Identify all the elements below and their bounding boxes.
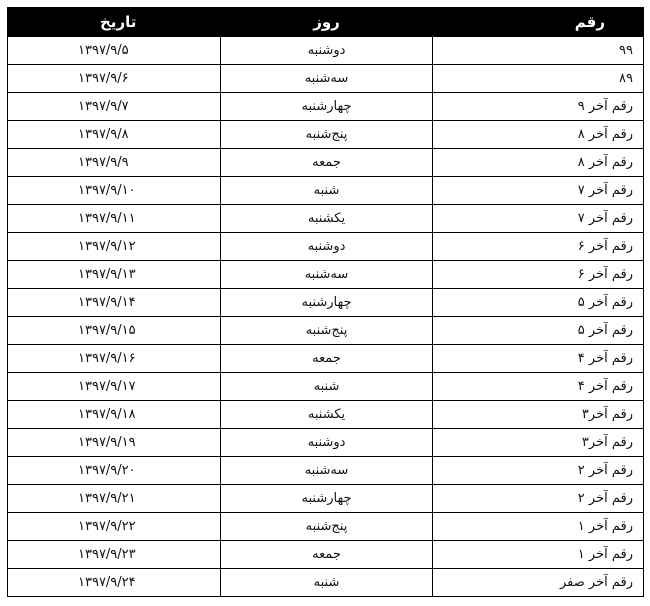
cell-day: شنبه — [221, 373, 433, 401]
cell-number: رقم آخر ۸ — [433, 121, 644, 149]
cell-number: رقم آخر۳ — [433, 401, 644, 429]
cell-number: ۹۹ — [433, 37, 644, 65]
cell-day: دوشنبه — [221, 429, 433, 457]
table-row — [8, 121, 644, 149]
cell-number: رقم آخر ۷ — [433, 205, 644, 233]
cell-date: ۱۳۹۷/۹/۵ — [8, 37, 221, 65]
cell-day: جمعه — [221, 149, 433, 177]
cell-date: ۱۳۹۷/۹/۱۶ — [8, 345, 221, 373]
header-date: تاریخ — [8, 8, 221, 37]
table-row — [8, 317, 644, 345]
table-row — [8, 177, 644, 205]
cell-date: ۱۳۹۷/۹/۶ — [8, 65, 221, 93]
cell-number: رقم آخر ۲ — [433, 457, 644, 485]
table-row — [8, 485, 644, 513]
cell-day: سه‌شنبه — [221, 261, 433, 289]
cell-day: پنج‌شنبه — [221, 317, 433, 345]
table-body — [8, 37, 644, 597]
cell-number: رقم آخر ۶ — [433, 233, 644, 261]
schedule-table-container — [7, 7, 643, 597]
cell-date: ۱۳۹۷/۹/۲۲ — [8, 513, 221, 541]
table-row — [8, 289, 644, 317]
cell-date: ۱۳۹۷/۹/۱۰ — [8, 177, 221, 205]
cell-number: رقم آخر۳ — [433, 429, 644, 457]
table-header — [8, 8, 644, 37]
table-row — [8, 345, 644, 373]
cell-number: رقم آخر ۵ — [433, 317, 644, 345]
table-row — [8, 65, 644, 93]
cell-date: ۱۳۹۷/۹/۱۳ — [8, 261, 221, 289]
cell-date: ۱۳۹۷/۹/۹ — [8, 149, 221, 177]
cell-day: سه‌شنبه — [221, 457, 433, 485]
cell-day: دوشنبه — [221, 37, 433, 65]
table-row — [8, 513, 644, 541]
cell-number: رقم آخر ۴ — [433, 373, 644, 401]
table-row — [8, 541, 644, 569]
cell-date: ۱۳۹۷/۹/۲۱ — [8, 485, 221, 513]
cell-date: ۱۳۹۷/۹/۱۷ — [8, 373, 221, 401]
cell-number: رقم آخر صفر — [433, 569, 644, 597]
table-row — [8, 205, 644, 233]
cell-number: رقم آخر ۴ — [433, 345, 644, 373]
cell-day: پنج‌شنبه — [221, 121, 433, 149]
cell-day: چهارشنبه — [221, 93, 433, 121]
cell-date: ۱۳۹۷/۹/۱۲ — [8, 233, 221, 261]
table-row — [8, 37, 644, 65]
cell-day: شنبه — [221, 177, 433, 205]
cell-date: ۱۳۹۷/۹/۲۳ — [8, 541, 221, 569]
cell-number: رقم آخر ۱ — [433, 513, 644, 541]
cell-date: ۱۳۹۷/۹/۱۸ — [8, 401, 221, 429]
table-row — [8, 373, 644, 401]
table-row — [8, 429, 644, 457]
header-day: روز — [221, 8, 433, 37]
cell-day: یکشنبه — [221, 401, 433, 429]
schedule-table — [7, 7, 644, 597]
table-row — [8, 457, 644, 485]
cell-number: رقم آخر ۲ — [433, 485, 644, 513]
header-row — [8, 8, 644, 37]
cell-date: ۱۳۹۷/۹/۷ — [8, 93, 221, 121]
table-row — [8, 401, 644, 429]
cell-number: رقم آخر ۶ — [433, 261, 644, 289]
cell-day: جمعه — [221, 541, 433, 569]
table-row — [8, 93, 644, 121]
cell-date: ۱۳۹۷/۹/۸ — [8, 121, 221, 149]
cell-date: ۱۳۹۷/۹/۲۴ — [8, 569, 221, 597]
header-number: رقم — [433, 8, 644, 37]
cell-day: دوشنبه — [221, 233, 433, 261]
table-row — [8, 569, 644, 597]
cell-number: رقم آخر ۱ — [433, 541, 644, 569]
cell-number: رقم آخر ۵ — [433, 289, 644, 317]
cell-day: جمعه — [221, 345, 433, 373]
table-row — [8, 233, 644, 261]
cell-date: ۱۳۹۷/۹/۱۱ — [8, 205, 221, 233]
cell-number: رقم آخر ۸ — [433, 149, 644, 177]
cell-day: شنبه — [221, 569, 433, 597]
cell-date: ۱۳۹۷/۹/۱۴ — [8, 289, 221, 317]
cell-day: سه‌شنبه — [221, 65, 433, 93]
cell-day: چهارشنبه — [221, 289, 433, 317]
cell-number: رقم آخر ۹ — [433, 93, 644, 121]
cell-number: ۸۹ — [433, 65, 644, 93]
cell-day: پنج‌شنبه — [221, 513, 433, 541]
table-row — [8, 149, 644, 177]
cell-day: یکشنبه — [221, 205, 433, 233]
cell-date: ۱۳۹۷/۹/۲۰ — [8, 457, 221, 485]
cell-day: چهارشنبه — [221, 485, 433, 513]
table-row — [8, 261, 644, 289]
cell-date: ۱۳۹۷/۹/۱۹ — [8, 429, 221, 457]
cell-number: رقم آخر ۷ — [433, 177, 644, 205]
cell-date: ۱۳۹۷/۹/۱۵ — [8, 317, 221, 345]
